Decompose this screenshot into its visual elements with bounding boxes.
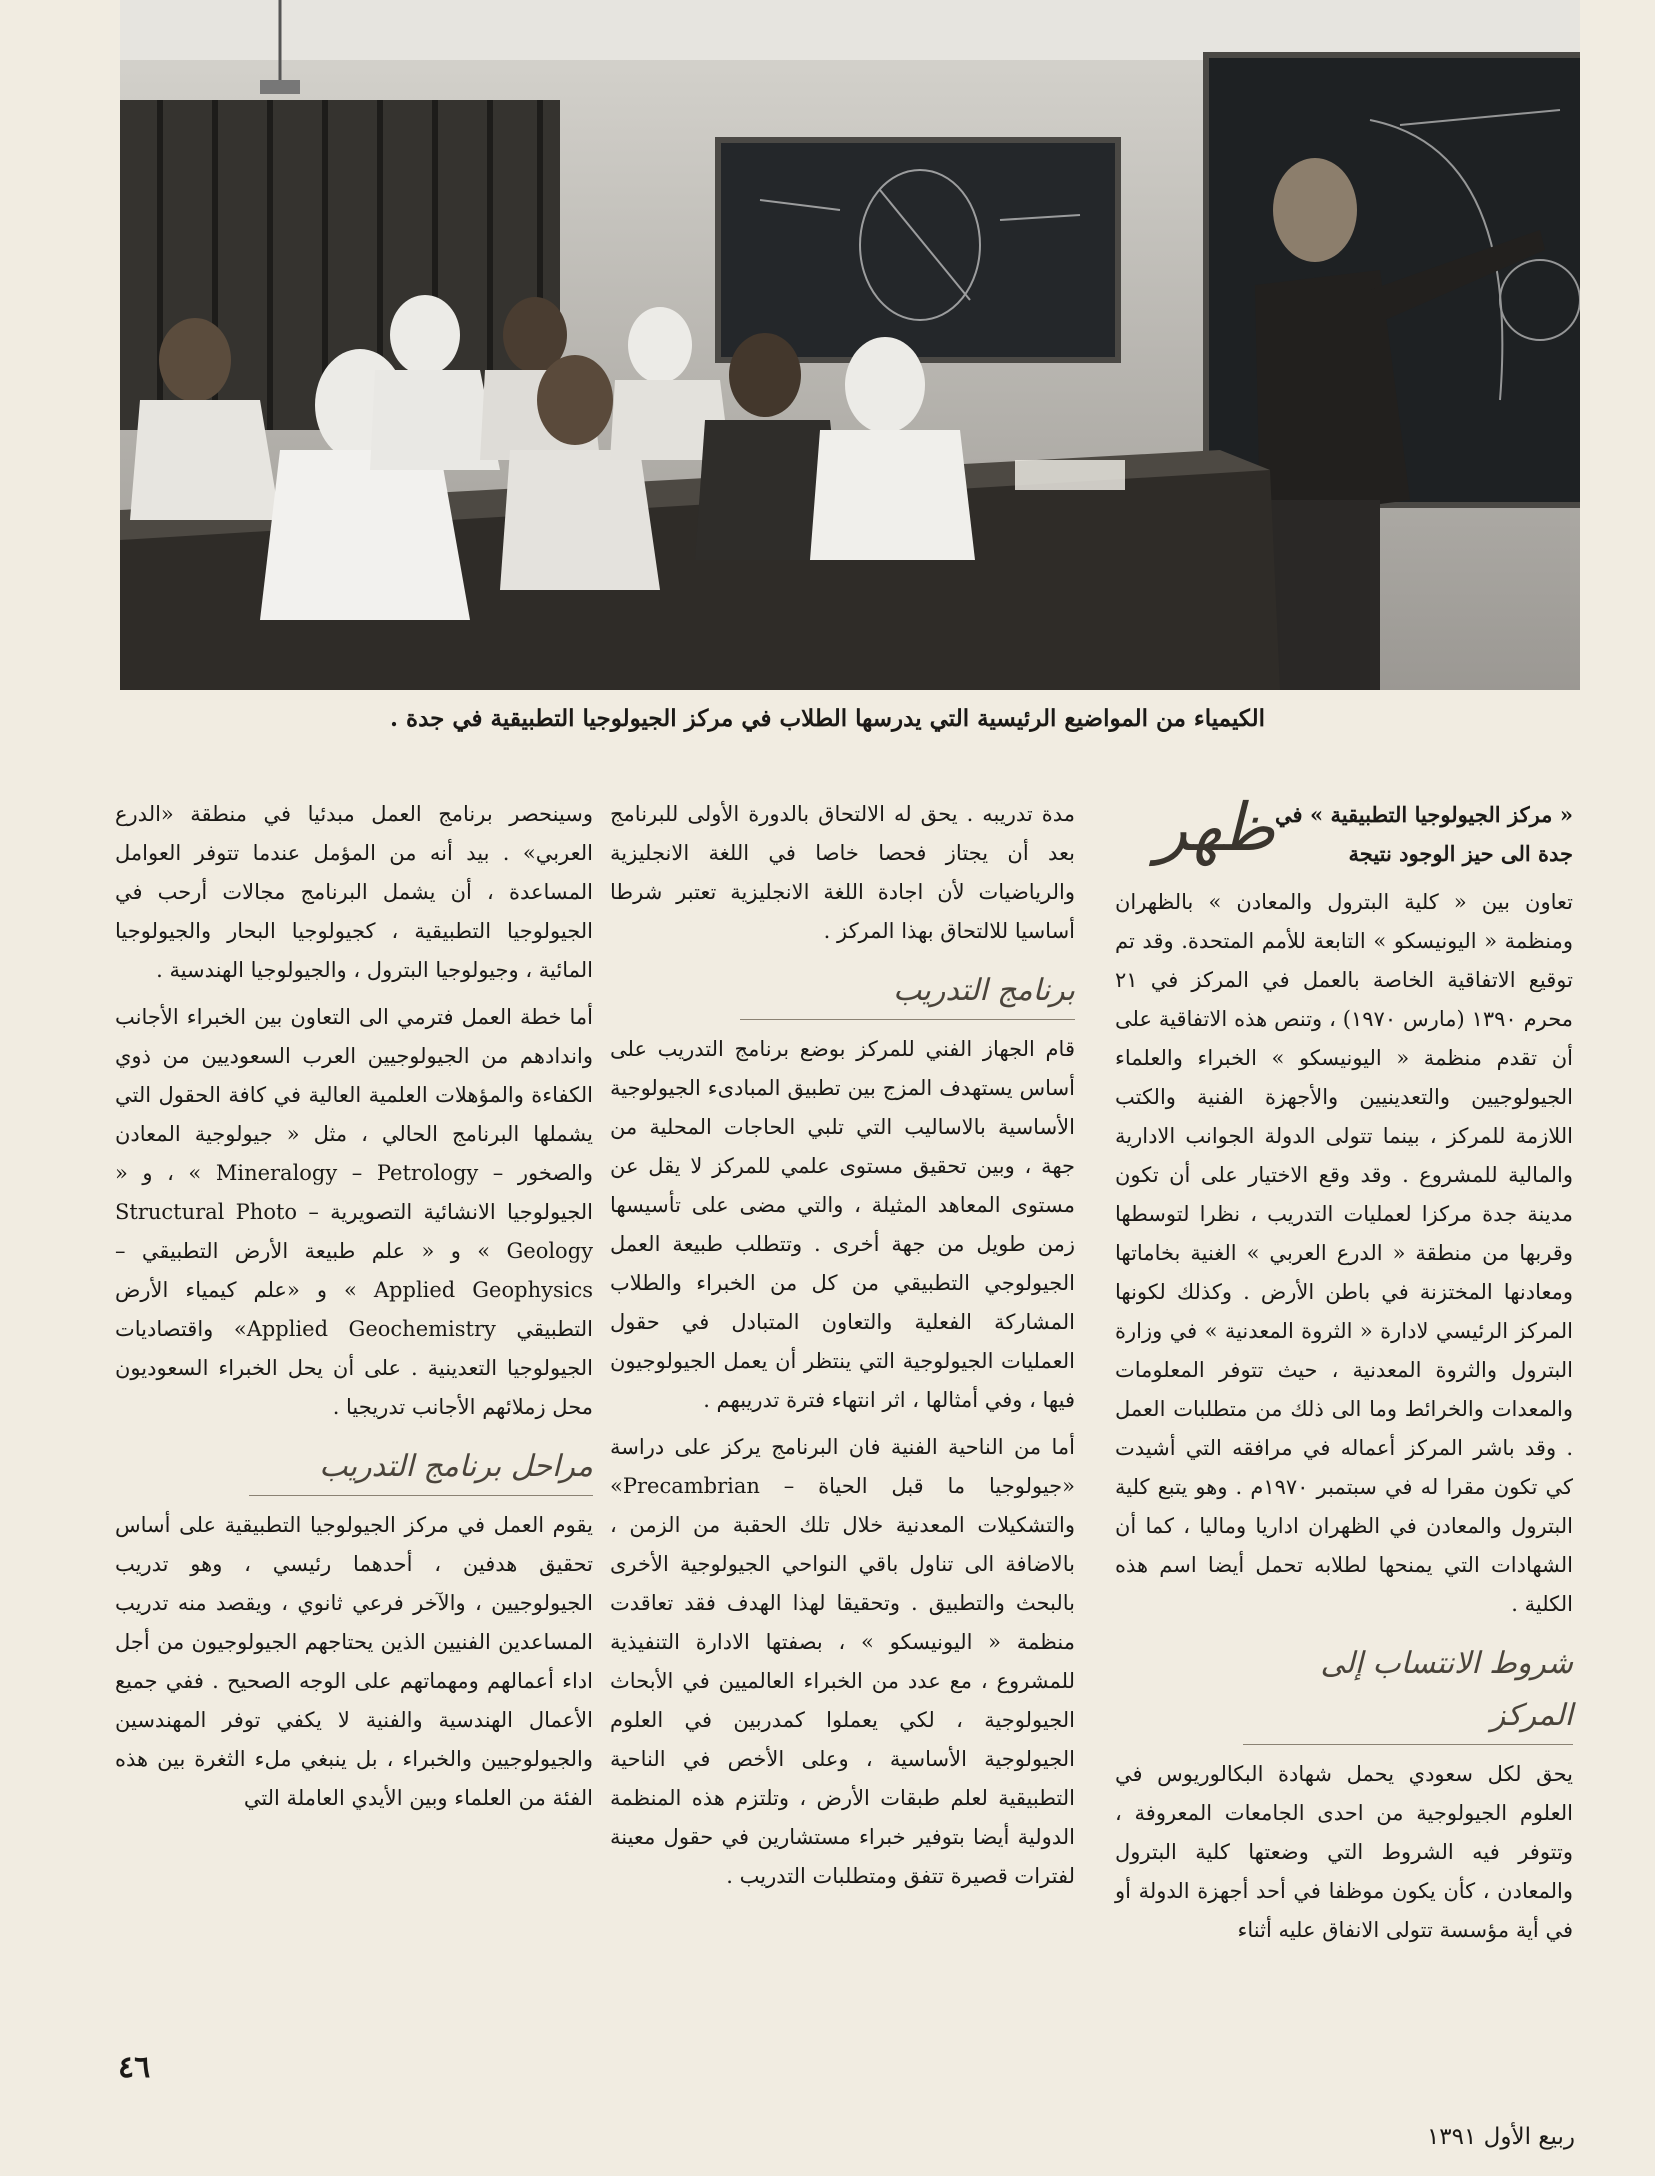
- paragraph: قام الجهاز الفني للمركز بوضع برنامج التدريب على أساس يستهدف المزج بين تطبيق المبادىء الجيولوجية الأساسية بالاساليب التي تلبي الحاجات المحلية من جهة ، وبين تحقيق مستوى علمي للمركز لا يقل عن مستوى المعاهد المثيلة ، والتي مضى على تأسيسها زمن طويل من جهة أخرى . وتتطلب طبيعة العمل الجيولوجي التطبيقي من كل من الخبراء والطلاب المشاركة الفعلية والتعاون المتبادل في حقول العمليات الجيولوجية التي ينتظر أن يعمل الجيولوجيون فيها ، وفي أمثالها ، اثر انتهاء فترة تدريبهم .: [610, 1037, 1075, 1412]
- paragraph: أما من الناحية الفنية فان البرنامج يركز على دراسة «جيولوجيا ما قبل الحياة – Precambrian» والتشكيلات المعدنية خلال تلك الحقبة من الزمن ، بالاضافة الى تناول باقي النواحي الجيولوجية الأخرى بالبحث والتطبيق . وتحقيقا لهذا الهدف فقد تعاقدت منظمة « اليونيسكو » ، بصفتها الادارة التنفيذية للمشروع ، مع عدد من الخبراء العالميين في الأبحاث الجيولوجية ، لكي يعملوا كمدربين في العلوم الجيولوجية الأساسية ، وعلى الأخص في الناحية التطبيقية لعلم طبقات الأرض ، وتلتزم هذه المنظمة الدولية أيضا بتوفير خبراء مستشارين في حقول معينة لفترات قصيرة تتفق ومتطلبات التدريب .: [610, 1435, 1075, 1888]
- lead-paragraph: [1115, 789, 1573, 883]
- issue-date: ربيع الأول ١٣٩١: [1426, 2124, 1575, 2150]
- paragraph: تعاون بين « كلية البترول والمعادن » بالظهران ومنظمة « اليونيسكو » التابعة للأمم المتحدة. وقد تم توقيع الاتفاقية الخاصة بالعمل في المركز في ٢١ محرم ١٣٩٠ (مارس ١٩٧٠) ، وتنص هذه الاتفاقية على أن تقدم منظمة « اليونيسكو » الخبراء والعلماء الجيولوجيين والتعدينيين والأجهزة الفنية والكتب اللازمة للمركز ، بينما تتولى الدولة الجوانب الادارية والمالية للمشروع . وقد وقع الاختيار على أن تكون مدينة جدة مركزا لعمليات التدريب ، نظرا لتوسطها وقربها من منطقة « الدرع العربي » الغنية بخاماتها ومعادنها المختزنة في باطن الأرض . وكذلك لكونها المركز الرئيسي لادارة « الثروة المعدنية » في وزارة البترول والثروة المعدنية ، حيث تتوفر المعلومات والمعدات والخرائط وما الى ذلك من متطلبات العمل . وقد باشر المركز أعماله في مرافقه التي أشيدت كي تكون مقرا له في سبتمبر ١٩٧٠م . وهو يتبع كلية البترول والمعادن في الظهران اداريا وماليا ، كما أن الشهادات التي يمنحها لطلابه تحمل أيضا اسم هذه الكلية .: [1115, 890, 1574, 1616]
- section-heading: شروط الانتساب إلى المركز: [1243, 1638, 1573, 1745]
- page-number: ٤٦: [118, 2050, 151, 2085]
- paragraph: يحق لكل سعودي يحمل شهادة البكالوريوس في العلوم الجيولوجية من احدى الجامعات المعروفة ، وتتوفر فيه الشروط التي وضعتها كلية البترول والمعادن ، كأن يكون موظفا في أحد أجهزة الدولة أو في أية مؤسسة تتولى الانفاق عليه أثناء: [1115, 1762, 1574, 1942]
- paragraph: وسينحصر برنامج العمل مبدئيا في منطقة «الدرع العربي» . بيد أنه من المؤمل عندما تتوفر العوامل المساعدة ، أن يشمل البرنامج مجالات أرحب في الجيولوجيا التطبيقية ، كجيولوجيا البحار والجيولوجيا المائية ، وجيولوجيا البترول ، والجيولوجيا الهندسية .: [115, 802, 593, 982]
- paragraph: مدة تدريبه . يحق له الالتحاق بالدورة الأولى للبرنامج بعد أن يجتاز فحصا خاصا في اللغة الانجليزية والرياضيات لأن اجادة اللغة الانجليزية تعتبر شرطا أساسيا للالتحاق بهذا المركز .: [610, 802, 1075, 943]
- section-heading: مراحل برنامج التدريب: [249, 1441, 593, 1496]
- lead-text: « مركز الجيولوجيا التطبيقية » في جدة الى حيز الوجود نتيجة: [1275, 802, 1573, 866]
- paragraph: أما خطة العمل فترمي الى التعاون بين الخبراء الأجانب واندادهم من الجيولوجيين العرب السعوديين من ذوي الكفاءة والمؤهلات العلمية العالية في كافة الحقول التي يشملها البرنامج الحالي ، مثل « جيولوجية المعادن والصخور – Mineralogy – Petrology » ، و « الجيولوجيا الانشائية التصويرية – Structural Photo Geology » و « علم طبيعة الأرض التطبيقي – Applied Geophysics » و «علم كيمياء الأرض التطبيقي Applied Geochemistry» واقتصاديات الجيولوجيا التعدينية . على أن يحل الخبراء السعوديون محل زملائهم الأجانب تدريجيا .: [115, 1005, 593, 1419]
- drop-cap: ظهر: [1155, 789, 1275, 866]
- paragraph: يقوم العمل في مركز الجيولوجيا التطبيقية على أساس تحقيق هدفين ، أحدهما رئيسي ، وهو تدريب الجيولوجيين ، والآخر فرعي ثانوي ، ويقصد منه تدريب المساعدين الفنيين الذين يحتاجهم الجيولوجيون من أجل اداء أعمالهم ومهماتهم على الوجه الصحيح . ففي جميع الأعمال الهندسية والفنية لا يكفي توفر المهندسين والجيولوجيين والخبراء ، بل ينبغي ملء الثغرة بين هذه الفئة من العلماء وبين الأيدي العاملة التي: [115, 1513, 593, 1810]
- column-left: [115, 795, 593, 1826]
- classroom-photo: [120, 0, 1580, 690]
- section-heading: برنامج التدريب: [740, 965, 1075, 1020]
- column-middle: [610, 795, 1075, 1904]
- column-right: [1115, 789, 1574, 1958]
- photo-caption: الكيمياء من المواضيع الرئيسية التي يدرسها الطلاب في مركز الجيولوجيا التطبيقية في جدة .: [390, 705, 1265, 732]
